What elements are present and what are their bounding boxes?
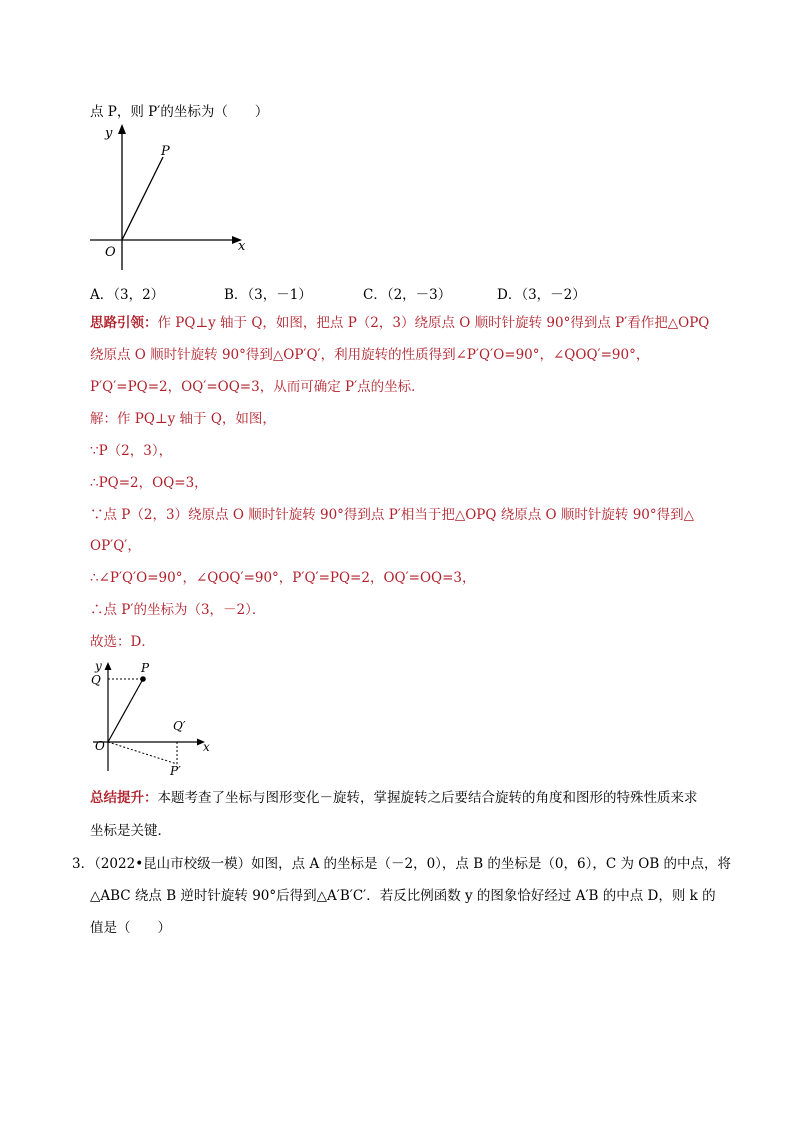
question-3-number: 3．	[72, 856, 95, 872]
y-axis-label-2: y	[95, 659, 102, 673]
answer-label: 故选：	[90, 634, 131, 650]
coordinate-figure-1	[85, 122, 255, 272]
hint-text-1: 作 PQ⊥y 轴于 Q，如图，把点 P（2，3）绕原点 O 顺时针旋转 90°得到点 P′看作把△OPQ	[157, 315, 710, 331]
solution-text-1: 作 PQ⊥y 轴于 Q，如图，	[117, 411, 276, 427]
summary-line-2: 坐标是关键．	[90, 823, 171, 839]
point-p-label: P	[161, 144, 170, 159]
option-b: B．（3，－1）	[224, 287, 312, 303]
summary-line-1	[90, 789, 698, 807]
p-prime-label: P′	[170, 764, 181, 778]
option-c: C．（2，－3）	[363, 287, 452, 303]
solution-line-2: ∵P（2，3），	[90, 443, 173, 459]
hint-line-3: P′Q′=PQ=2，OQ′=OQ=3，从而可确定 P′点的坐标．	[90, 379, 425, 395]
origin-label: O	[105, 245, 116, 260]
answer-line	[90, 633, 155, 651]
option-a: A．（3，2）	[90, 287, 165, 303]
p-label-2: P	[141, 661, 150, 675]
solution-line-1	[90, 410, 276, 428]
x-axis-label: x	[238, 239, 246, 254]
question-3-line-3: 值是（ ）	[90, 920, 171, 936]
solution-line-4: ∵点 P（2，3）绕原点 O 顺时针旋转 90°得到点 P′相当于把△OPQ 绕原点 O 顺时针旋转 90°得到△	[90, 507, 695, 523]
solution-label: 解：	[90, 411, 117, 427]
question-3-line-2: △ABC 绕点 B 逆时针旋转 90°后得到△A′B′C′．若反比例函数 y 的图象恰好经过 A′B 的中点 D，则 k 的	[90, 888, 716, 904]
origin-label-2: O	[95, 739, 105, 753]
q-label-2: Q	[91, 673, 101, 687]
coordinate-figure-2	[85, 658, 225, 778]
hint-label: 思路引领：	[90, 315, 158, 331]
option-d: D．（3，－2）	[497, 287, 586, 303]
solution-line-6: ∴∠P′Q′O=90°，∠QOQ′=90°，P′Q′=PQ=2，OQ′=OQ=3，	[90, 570, 476, 586]
x-axis-label-2: x	[203, 740, 210, 754]
summary-label: 总结提升：	[90, 790, 158, 806]
y-axis-label: y	[105, 126, 113, 141]
summary-text-1: 本题考查了坐标与图形变化－旋转，掌握旋转之后要结合旋转的角度和图形的特殊性质来求	[157, 790, 698, 806]
question-3-line-1	[72, 855, 731, 873]
solution-line-5: OP′Q′，	[90, 538, 141, 554]
hint-line-2: 绕原点 O 顺时针旋转 90°得到△OP′Q′，利用旋转的性质得到∠P′Q′O=90°，∠QOQ′=90°，	[90, 347, 650, 363]
hint-line-1	[90, 314, 709, 332]
q-prime-label: Q′	[173, 719, 186, 733]
solution-line-3: ∴PQ=2，OQ=3，	[90, 475, 208, 491]
solution-line-7: ∴点 P′的坐标为（3，－2）．	[90, 602, 266, 618]
question-3-text-1: （2022•昆山市校级一模）如图，点 A 的坐标是（－2，0），点 B 的坐标是（0，6），C 为 OB 的中点，将	[94, 856, 732, 872]
question-tail: 点 P，则 P′的坐标为（ ）	[90, 104, 269, 120]
answer-value: D．	[130, 634, 155, 650]
